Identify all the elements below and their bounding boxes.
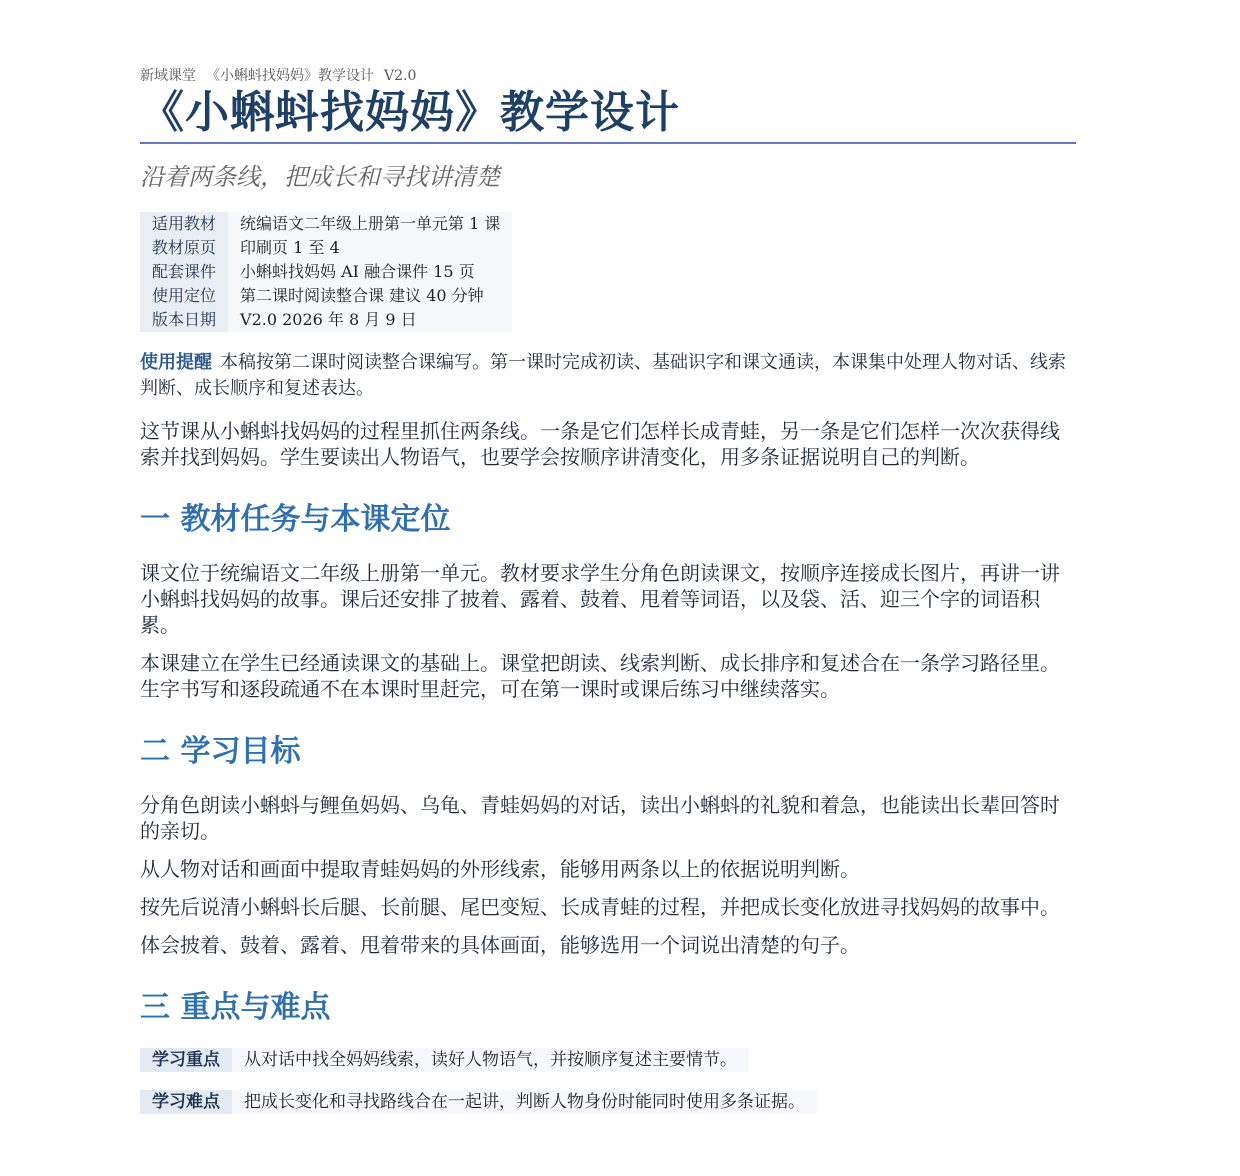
key-point-text: 从对话中找全妈妈线索，读好人物语气，并按顺序复述主要情节。	[232, 1048, 749, 1072]
document-subtitle: 沿着两条线，把成长和寻找讲清楚	[140, 163, 500, 191]
meta-value: V2.0 2026 年 8 月 9 日	[228, 308, 512, 332]
objective-paragraph: 体会披着、鼓着、露着、甩着带来的具体画面，能够选用一个词说出清楚的句子。	[140, 933, 860, 957]
meta-key: 版本日期	[140, 308, 228, 332]
section-paragraph: 本课建立在学生已经通读课文的基础上。课堂把朗读、线索判断、成长排序和复述合在一条学习路径里。生字书写和逐段疏通不在本课时里赶完，可在第一课时或课后练习中继续落实。	[140, 651, 1060, 701]
meta-value: 印刷页 1 至 4	[228, 236, 512, 260]
section-heading: 一 教材任务与本课定位	[140, 502, 451, 537]
section-heading: 三 重点与难点	[140, 990, 331, 1025]
intro-paragraph: 这节课从小蝌蚪找妈妈的过程里抓住两条线。一条是它们怎样长成青蛙，另一条是它们怎样一次次获得线索并找到妈妈。学生要读出人物语气，也要学会按顺序讲清变化，用多条证据说明自己的判断。	[140, 419, 1060, 469]
key-point-label: 学习重点	[140, 1048, 232, 1072]
meta-table	[140, 212, 512, 332]
objective-paragraph: 从人物对话和画面中提取青蛙妈妈的外形线索，能够用两条以上的依据说明判断。	[140, 857, 860, 881]
meta-key: 使用定位	[140, 284, 228, 308]
running-header	[140, 66, 1076, 86]
notice-text: 本稿按第二课时阅读整合课编写。第一课时完成初读、基础识字和课文通读，本课集中处理人物对话、线索判断、成长顺序和复述表达。	[140, 352, 1066, 399]
meta-value: 统编语文二年级上册第一单元第 1 课	[228, 212, 512, 236]
meta-row	[140, 308, 512, 332]
header-doc-ref: 《小蝌蚪找妈妈》教学设计	[206, 68, 374, 84]
meta-row	[140, 284, 512, 308]
key-point-text: 把成长变化和寻找路线合在一起讲，判断人物身份时能同时使用多条证据。	[232, 1090, 817, 1114]
meta-value: 小蝌蚪找妈妈 AI 融合课件 15 页	[228, 260, 512, 284]
section-heading: 二 学习目标	[140, 734, 301, 769]
meta-row	[140, 212, 512, 236]
header-brand: 新域课堂	[140, 68, 196, 84]
usage-notice	[140, 350, 1076, 402]
key-point-row	[140, 1048, 1076, 1072]
meta-row	[140, 236, 512, 260]
objective-paragraph: 分角色朗读小蝌蚪与鲤鱼妈妈、乌龟、青蛙妈妈的对话，读出小蝌蚪的礼貌和着急，也能读出长辈回答时的亲切。	[140, 793, 1060, 843]
notice-label: 使用提醒	[140, 352, 212, 373]
header-version: V2.0	[384, 68, 417, 84]
document-title: 《小蝌蚪找妈妈》教学设计	[140, 86, 1076, 144]
section-paragraph: 课文位于统编语文二年级上册第一单元。教材要求学生分角色朗读课文，按顺序连接成长图片，再讲一讲小蝌蚪找妈妈的故事。课后还安排了披着、露着、鼓着、甩着等词语，以及袋、活、迎三个字的词语积累。	[140, 561, 1060, 637]
objective-paragraph: 按先后说清小蝌蚪长后腿、长前腿、尾巴变短、长成青蛙的过程，并把成长变化放进寻找妈妈的故事中。	[140, 895, 1060, 919]
meta-value: 第二课时阅读整合课 建议 40 分钟	[228, 284, 512, 308]
meta-key: 配套课件	[140, 260, 228, 284]
meta-row	[140, 260, 512, 284]
document-page	[140, 0, 1076, 1114]
meta-key: 教材原页	[140, 236, 228, 260]
key-point-row	[140, 1090, 1076, 1114]
key-point-label: 学习难点	[140, 1090, 232, 1114]
meta-key: 适用教材	[140, 212, 228, 236]
